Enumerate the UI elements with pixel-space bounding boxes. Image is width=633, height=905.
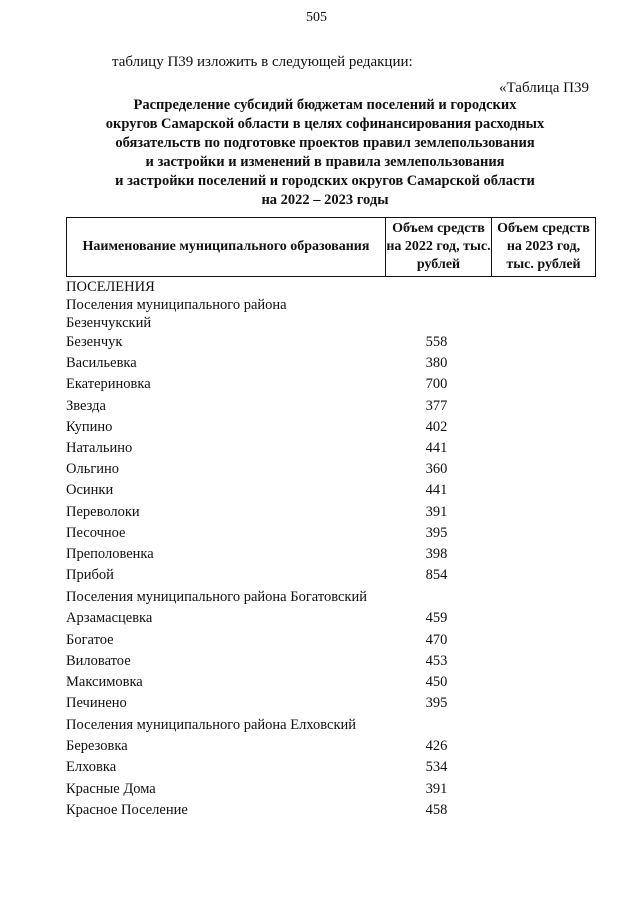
name-cell: Арзамасцевка — [66, 610, 153, 627]
name-cell: Купино — [66, 418, 113, 435]
name-cell: Печинено — [66, 695, 127, 712]
table-row — [66, 651, 596, 672]
value-2022-cell: 534 — [425, 759, 448, 776]
page-number: 505 — [306, 10, 327, 25]
name-cell: Виловатое — [66, 652, 131, 669]
table-row — [66, 757, 596, 778]
value-2022-cell: 450 — [425, 673, 448, 690]
value-2022-cell: 700 — [425, 376, 448, 393]
name-cell: Красное Поселение — [66, 801, 188, 818]
table-row — [66, 396, 596, 417]
value-2022-cell: 458 — [425, 801, 448, 818]
table-row — [66, 374, 596, 395]
table-row — [66, 480, 596, 501]
name-cell: Преполовенка — [66, 545, 154, 562]
header-name: Наименование муниципального образования — [67, 218, 386, 276]
value-2022-cell: 395 — [425, 695, 448, 712]
caption-line: округов Самарской области в целях софинансирования расходных — [105, 116, 545, 132]
group-heading-line: Поселения муниципального района Богатовский — [66, 589, 367, 605]
table-body — [66, 296, 596, 821]
table-row — [66, 332, 596, 353]
table-label: «Таблица П39 — [499, 80, 589, 96]
name-cell: Ольгино — [66, 461, 120, 478]
caption-line: и застройки поселений и городских округов Самарской области — [115, 173, 535, 189]
table-row — [66, 608, 596, 629]
value-2022-cell: 558 — [425, 334, 448, 351]
value-2022-cell: 441 — [425, 440, 448, 457]
caption-line: на 2022 – 2023 годы — [261, 192, 389, 208]
name-cell: Васильевка — [66, 355, 137, 372]
table-row — [66, 693, 596, 714]
value-2022-cell: 391 — [425, 780, 448, 797]
table-row — [66, 502, 596, 523]
value-2022-cell: 391 — [425, 503, 448, 520]
value-2022-cell: 854 — [425, 567, 448, 584]
section-heading: ПОСЕЛЕНИЯ — [66, 279, 155, 295]
name-cell: Песочное — [66, 524, 126, 541]
name-cell: Переволоки — [66, 503, 140, 520]
table-row — [66, 544, 596, 565]
table-caption — [60, 96, 590, 210]
value-2022-cell: 453 — [425, 652, 448, 669]
name-cell: Максимовка — [66, 673, 143, 690]
name-cell: Осинки — [66, 482, 114, 499]
name-cell: Красные Дома — [66, 780, 156, 797]
group-heading-line: Поселения муниципального района — [66, 297, 287, 313]
group-heading — [66, 714, 596, 736]
table-row — [66, 353, 596, 374]
group-heading — [66, 586, 596, 608]
table-row — [66, 672, 596, 693]
value-2022-cell: 395 — [425, 524, 448, 541]
subsidy-table — [66, 217, 596, 821]
value-2022-cell: 380 — [425, 355, 448, 372]
group-heading — [66, 296, 596, 332]
table-row — [66, 736, 596, 757]
name-cell: Прибой — [66, 567, 114, 584]
value-2022-cell: 470 — [425, 631, 448, 648]
table-row — [66, 565, 596, 586]
group-heading-line: Поселения муниципального района Елховский — [66, 716, 357, 733]
name-cell: Безенчук — [66, 334, 123, 351]
caption-line: обязательств по подготовке проектов правил землепользования — [115, 135, 535, 151]
name-cell: Елховка — [66, 759, 117, 776]
table-row — [66, 459, 596, 480]
header-2022: Объем средств на 2022 год, тыс. рублей — [386, 218, 492, 276]
value-2022-cell: 441 — [425, 482, 448, 499]
value-2022-cell: 426 — [425, 738, 448, 755]
value-2022-cell: 402 — [425, 418, 448, 435]
table-row — [66, 523, 596, 544]
caption-line: и застройки и изменений в правила землепользования — [145, 154, 505, 170]
group-heading-line: Безенчукский — [66, 314, 152, 331]
name-cell: Березовка — [66, 738, 128, 755]
value-2022-cell: 360 — [425, 461, 448, 478]
table-row — [66, 800, 596, 821]
caption-line: Распределение субсидий бюджетам поселений и городских — [133, 97, 517, 113]
header-2023: Объем средств на 2023 год, тыс. рублей — [497, 221, 590, 272]
value-2022-cell: 398 — [425, 545, 448, 562]
table-row — [66, 629, 596, 650]
intro-text: таблицу П39 изложить в следующей редакции: — [112, 54, 413, 70]
table-row — [66, 417, 596, 438]
value-2022-cell: 459 — [425, 610, 448, 627]
name-cell: Звезда — [66, 397, 106, 414]
table-row — [66, 438, 596, 459]
name-cell: Натальино — [66, 440, 133, 457]
table-header — [66, 217, 596, 277]
name-cell: Екатериновка — [66, 376, 151, 393]
name-cell: Богатое — [66, 631, 114, 648]
table-row — [66, 779, 596, 800]
value-2022-cell: 377 — [425, 397, 448, 414]
